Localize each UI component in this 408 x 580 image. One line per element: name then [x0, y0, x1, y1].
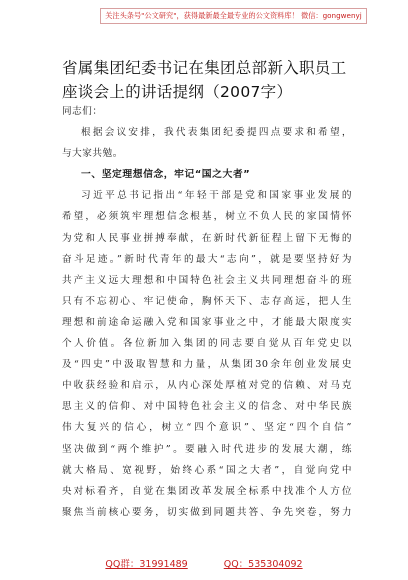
body-line: 伟大复兴的信心，树立“四个意识”、坚定“四个自信”: [62, 422, 352, 434]
body-line: 只有不忘初心、牢记使命，胸怀天下、志存高远，把人生: [62, 295, 352, 307]
body-line: 聚焦当前核心要务，切实做到同题共答、争先突卷，努力: [62, 506, 352, 518]
body-line: 为党和人民事业拼搏奉献，在新时代新征程上留下无悔的: [62, 232, 352, 244]
body-line: 中收获经验和启示，从内心深处厚植对党的信赖、对马克: [62, 380, 352, 392]
promo-text: 关注头条号"公文研究"，获得最新最全最专业的公文资料库！ 微信：gongwenyj: [105, 11, 362, 20]
body-line: 央对标看齐，自觉在集团改革发展全标系中找准个人方位: [62, 485, 352, 497]
document-body: [62, 101, 352, 523]
body-line: 共产主义远大理想和中国特色社会主义共同理想奋斗的班: [62, 274, 352, 286]
title-line-2: 座谈会上的讲话提纲（2007字）: [62, 83, 293, 101]
promo-banner: [100, 8, 367, 24]
footer-contacts: [0, 556, 408, 572]
body-line: 理想和前途命运融入党和国家事业之中，才能最大限度实: [62, 316, 352, 328]
body-line: 奋斗足迹。”新时代青年的最大“志向”，就是要坚持好为: [62, 253, 352, 265]
document-title: [62, 56, 362, 104]
qq-group-link[interactable]: QQ群：31991489: [105, 559, 188, 570]
body-line: 希望，必须筑牢理想信念根基，树立不负人民的家国情怀: [62, 211, 352, 223]
body-line: 思主义的信仰、对中国特色社会主义的信念、对中华民族: [62, 401, 352, 413]
section-heading: 一、坚定理想信念，牢记“国之大者”: [81, 169, 251, 181]
body-line: 习近平总书记指出“年轻干部是党和国家事业发展的: [81, 190, 352, 202]
salutation: 同志们：: [62, 106, 103, 117]
qq-contact-link[interactable]: QQ：535304092: [223, 559, 303, 570]
title-line-1: 省属集团纪委书记在集团总部新入职员工: [62, 59, 347, 77]
body-line: 及“四史”中汲取智慧和力量，从集团30余年创业发展史: [62, 359, 352, 371]
body-line: 与大家共勉。: [62, 148, 123, 160]
body-line: 就大格局、宽视野，始终心系“国之大者”，自觉向党中: [62, 464, 352, 476]
body-line: 根据会议安排，我代表集团纪委提四点要求和希望，: [81, 127, 352, 139]
body-line: 个人价值。各位新加入集团的同志要自觉从百年党史以: [62, 338, 352, 350]
body-line: 坚决做到“两个维护”。要融入时代进步的发展大潮，练: [62, 443, 352, 455]
